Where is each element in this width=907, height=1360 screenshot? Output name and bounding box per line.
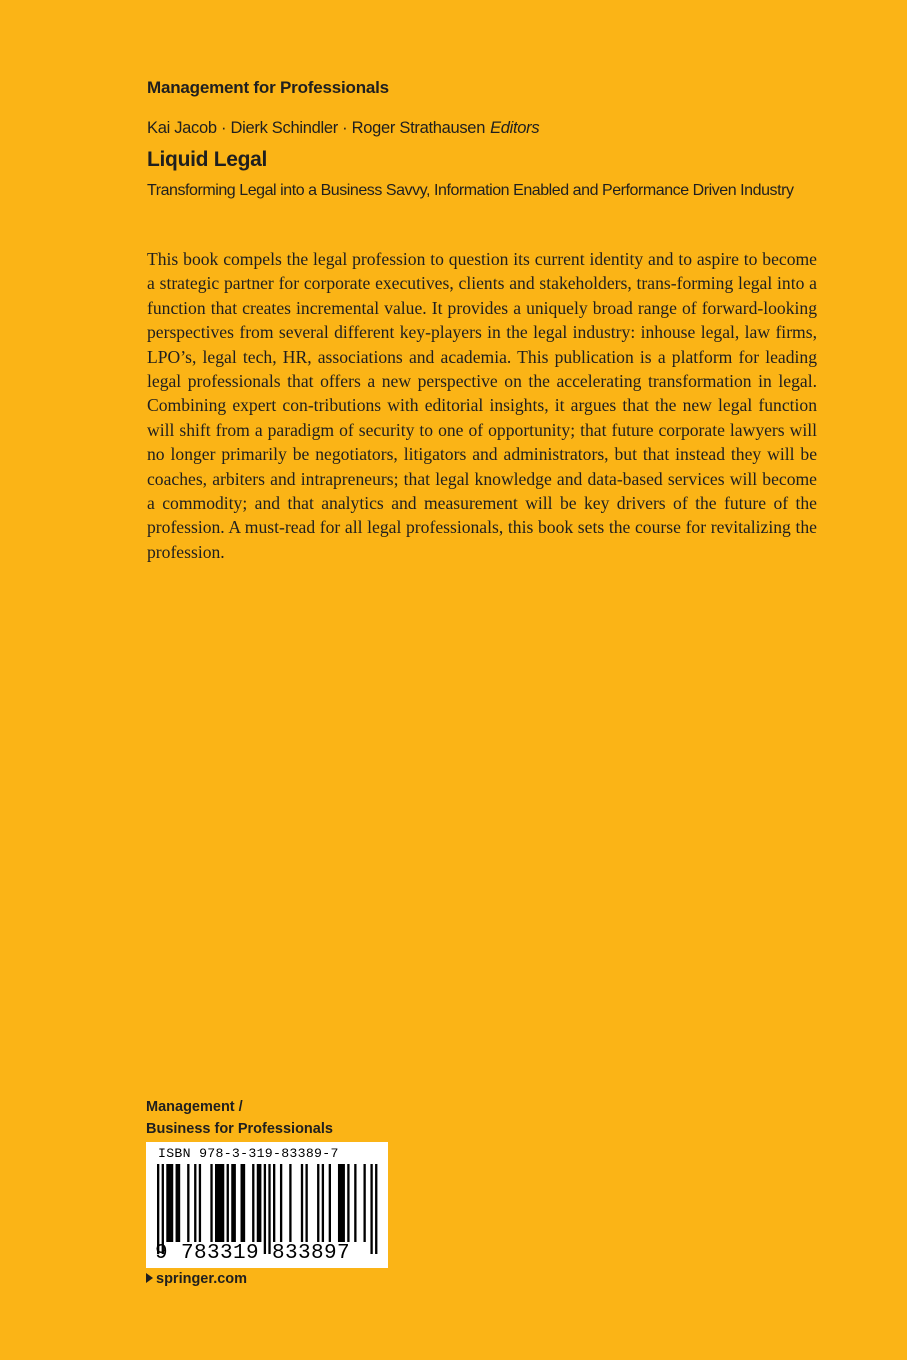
barcode-bar — [199, 1164, 201, 1242]
editors-line — [147, 119, 539, 138]
triangle-right-icon — [146, 1273, 153, 1283]
subject-category — [146, 1096, 333, 1140]
barcode-bar — [322, 1164, 324, 1242]
isbn-barcode — [146, 1142, 388, 1268]
editors-role: Editors — [490, 119, 540, 137]
barcode-bar — [215, 1164, 224, 1242]
book-title: Liquid Legal — [147, 148, 268, 171]
barcode-bar — [375, 1164, 377, 1254]
barcode-bar — [268, 1164, 270, 1254]
barcode-bar — [354, 1164, 356, 1242]
barcode-bar — [370, 1164, 372, 1254]
barcode-bar — [289, 1164, 291, 1242]
category-line-2: Business for Professionals — [146, 1121, 333, 1137]
barcode-bar — [241, 1164, 246, 1242]
barcode-digits: 9 783319 833897 — [155, 1242, 351, 1265]
barcode-bar — [338, 1164, 345, 1242]
barcode-bar — [194, 1164, 196, 1242]
barcode-bar — [257, 1164, 262, 1242]
barcode-bar — [187, 1164, 189, 1242]
category-line-1: Management / — [146, 1099, 243, 1115]
barcode-bar — [317, 1164, 319, 1242]
barcode-bar — [231, 1164, 236, 1242]
publisher-website — [146, 1271, 247, 1287]
barcode-bar — [176, 1164, 181, 1242]
barcode-bar — [329, 1164, 331, 1242]
barcode-bar — [162, 1164, 164, 1254]
barcode-bar — [227, 1164, 229, 1242]
barcode-bar — [210, 1164, 212, 1242]
isbn-label: ISBN 978-3-319-83389-7 — [158, 1146, 339, 1161]
barcode-bar — [252, 1164, 254, 1242]
book-description: This book compels the legal profession to question its current identity and to aspire to become a strategic partner for corporate executives, clients and stakeholders, trans-​forming legal into a function that creates incremental value. It provides a uniquely broad range of forward-looking perspectives from several different key-players in the legal industry: inhouse legal, law firms, LPO’s, legal tech, HR, associations and academia. This publication is a platform for leading legal professionals that offers a new perspective on the accelerating transformation in legal. Combining expert con-​tributions with editorial insights, it argues that the new legal function will shift from a paradigm of security to one of opportunity; that future corporate lawyers will no longer primarily be negotiators, litigators and administrators, but that instead they will be coaches, arbiters and intrapreneurs; that legal knowledge and data-based services will become a commodity; and that analytics and measurement will be key drivers of the future of the profession. A must-read for all legal professionals, this book sets the course for revitalizing the profession. — [147, 249, 817, 562]
barcode-bar — [363, 1164, 365, 1242]
website-text: springer.com — [156, 1271, 248, 1287]
editor-names: Kai Jacob · Dierk Schindler · Roger Strathausen — [147, 119, 486, 137]
barcode-bar — [264, 1164, 266, 1254]
barcode-bar — [157, 1164, 159, 1254]
barcode-bar — [273, 1164, 275, 1242]
barcode-bar — [305, 1164, 307, 1242]
barcode-bar — [166, 1164, 173, 1242]
series-title: Management for Professionals — [147, 78, 389, 97]
barcode-bar — [280, 1164, 282, 1242]
book-subtitle: Transforming Legal into a Business Savvy, Information Enabled and Performance Driven Industry — [147, 182, 794, 199]
barcode-bar — [347, 1164, 349, 1242]
barcode-bar — [301, 1164, 303, 1242]
